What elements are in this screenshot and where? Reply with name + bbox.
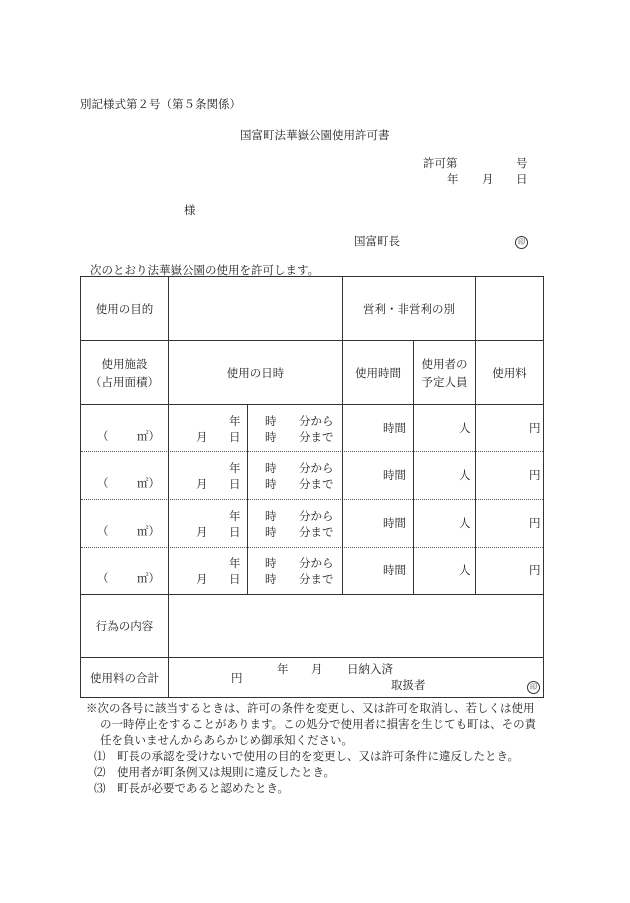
yen-unit: 円: [529, 516, 541, 530]
yen-unit: 円: [529, 421, 541, 435]
note-line: 任を負いませんからあらかじめ御承知ください。: [100, 733, 353, 747]
date-month: 月: [196, 430, 208, 444]
intro-text: 次のとおり法華嶽公園の使用を許可します。: [90, 263, 320, 277]
area-paren-open: （: [97, 524, 109, 538]
hours-unit: 時間: [383, 563, 406, 577]
issuer-name: 国富町長: [354, 234, 400, 248]
time-from-min: 分から: [299, 461, 334, 475]
area-paren-open: （: [97, 429, 109, 443]
time-from-min: 分から: [299, 509, 334, 523]
note-item: ⑵ 使用者が町条例又は規則に違反したとき。: [94, 765, 336, 779]
purpose-label: 使用の目的: [95, 301, 154, 316]
date-day: 日: [229, 572, 241, 586]
time-from-hour: 時: [265, 509, 277, 523]
date-year: 年: [229, 556, 241, 570]
permit-number-suffix: 号: [516, 156, 528, 170]
total-yen-unit: 円: [231, 671, 243, 685]
area-unit: ㎡）: [137, 571, 160, 585]
permit-number-label: 許可第: [423, 156, 458, 170]
time-to-min: 分まで: [299, 572, 334, 586]
area-unit: ㎡）: [137, 476, 160, 490]
people-unit: 人: [459, 563, 471, 577]
purpose-field[interactable]: [169, 277, 342, 340]
time-to-hour: 時: [265, 430, 277, 444]
handler-label: 取扱者: [391, 678, 426, 692]
paid-year: 年: [277, 662, 289, 676]
time-from-hour: 時: [265, 461, 277, 475]
time-to-hour: 時: [265, 525, 277, 539]
paid-month: 月: [311, 662, 323, 676]
time-from-hour: 時: [265, 414, 277, 428]
note-item: ⑶ 町長が必要であると認めたとき。: [94, 781, 290, 795]
document-title: 国富町法華嶽公園使用許可書: [240, 128, 390, 142]
addressee-suffix: 様: [184, 203, 196, 217]
activity-label: 行為の内容: [95, 619, 154, 633]
note-line: の一時停止をすることがあります。この処分で使用者に損害を生じても町は、その責: [100, 717, 537, 731]
handler-seal-icon: [527, 678, 540, 694]
time-from-min: 分から: [299, 556, 334, 570]
date-day: 日: [229, 430, 241, 444]
date-day: 日: [229, 525, 241, 539]
time-to-min: 分まで: [299, 477, 334, 491]
people-unit: 人: [459, 516, 471, 530]
people-unit: 人: [459, 468, 471, 482]
area-unit: ㎡）: [137, 429, 160, 443]
time-to-min: 分まで: [299, 430, 334, 444]
hours-header: 使用時間: [355, 365, 401, 380]
date-month: 月: [196, 572, 208, 586]
hours-unit: 時間: [383, 516, 406, 530]
issue-day: 日: [516, 172, 528, 186]
area-paren-open: （: [97, 476, 109, 490]
time-to-hour: 時: [265, 572, 277, 586]
people-unit: 人: [459, 421, 471, 435]
profit-label: 営利・非営利の別: [363, 301, 455, 316]
area-paren-open: （: [97, 571, 109, 585]
fee-header: 使用料: [492, 365, 527, 380]
date-month: 月: [196, 477, 208, 491]
people-label-1: 使用者の: [421, 356, 468, 371]
people-header: [414, 341, 475, 404]
time-from-hour: 時: [265, 556, 277, 570]
hours-unit: 時間: [383, 421, 406, 435]
date-year: 年: [229, 461, 241, 475]
datetime-header: 使用の日時: [226, 365, 285, 380]
time-to-min: 分まで: [299, 525, 334, 539]
people-label-2: 予定人員: [421, 374, 468, 389]
paid-label: 日納入済: [347, 662, 393, 676]
activity-field[interactable]: [169, 595, 543, 657]
form-number: 別記様式第２号（第５条関係）: [80, 97, 241, 111]
profit-field[interactable]: [476, 277, 543, 340]
seal-mark: 印: [515, 236, 528, 249]
issuer-seal-icon: [515, 233, 528, 249]
date-day: 日: [229, 477, 241, 491]
time-to-hour: 時: [265, 477, 277, 491]
total-fee-label: 使用料の合計: [90, 671, 159, 685]
facility-label: 使用施設: [101, 356, 148, 371]
area-unit: ㎡）: [137, 524, 160, 538]
date-year: 年: [229, 509, 241, 523]
note-item: ⑴ 町長の承認を受けないで使用の目的を変更し、又は許可条件に違反したとき。: [94, 749, 520, 763]
issue-year: 年: [447, 172, 459, 186]
yen-unit: 円: [529, 468, 541, 482]
seal-mark: 印: [527, 681, 540, 694]
issue-month: 月: [482, 172, 494, 186]
time-from-min: 分から: [299, 414, 334, 428]
notes-section: [86, 700, 556, 796]
date-month: 月: [196, 525, 208, 539]
hours-unit: 時間: [383, 468, 406, 482]
note-line: ※次の各号に該当するときは、許可の条件を変更し、又は許可を取消し、若しくは使用: [86, 701, 535, 715]
facility-header: [81, 341, 168, 404]
yen-unit: 円: [529, 563, 541, 577]
permit-form-table: [80, 276, 544, 698]
date-year: 年: [229, 414, 241, 428]
facility-area-label: （占用面積）: [90, 374, 159, 389]
